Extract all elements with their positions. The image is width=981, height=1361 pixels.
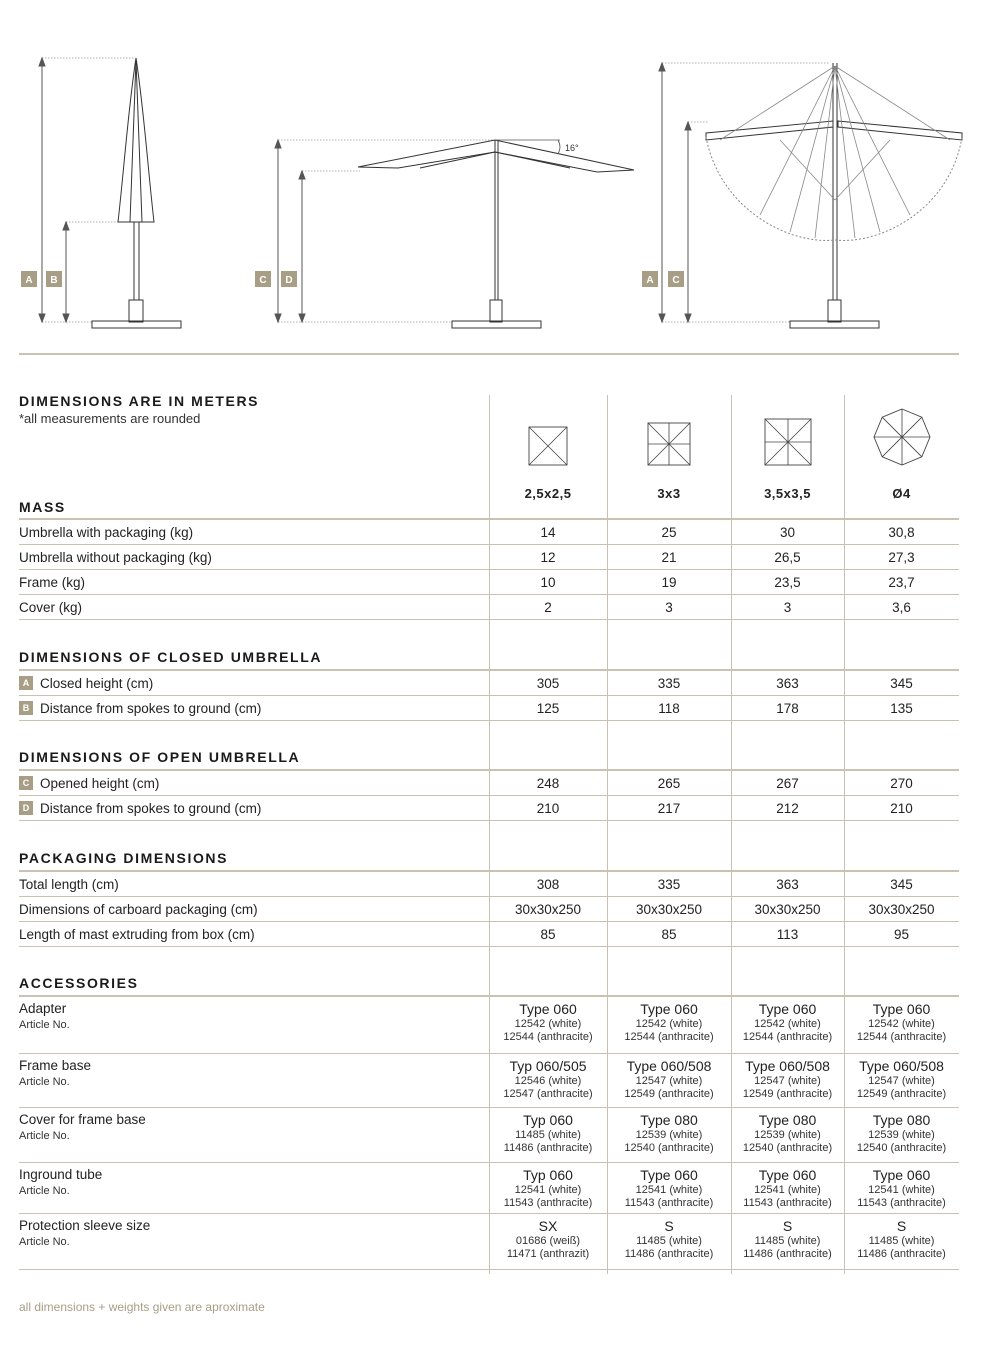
value-cell: 19 xyxy=(661,574,677,590)
accessory-type: Typ 060 xyxy=(523,1112,573,1128)
accessory-name: Frame base xyxy=(19,1058,92,1073)
value-cell: 345 xyxy=(890,876,913,892)
accessory-cell xyxy=(607,1108,731,1162)
value-cell: 30 xyxy=(779,524,796,540)
accessory-cell xyxy=(731,997,844,1053)
article-number: 11543 (anthracite) xyxy=(503,1197,593,1209)
spec-table xyxy=(19,395,959,1270)
row-label: Opened height (cm) xyxy=(40,775,160,791)
value-cell: 95 xyxy=(893,926,910,942)
umbrella-diagram-svg xyxy=(0,0,981,345)
accessory-cell xyxy=(844,1108,959,1162)
table-row xyxy=(19,545,959,570)
accessory-label-group xyxy=(19,1054,489,1107)
row-label-group xyxy=(19,701,489,716)
accessory-type: Type 060 xyxy=(640,1167,698,1183)
value-cell: 21 xyxy=(661,549,677,565)
square-canopy-icon xyxy=(528,426,568,466)
article-number: 12539 (white) xyxy=(635,1129,703,1141)
accessory-type: S xyxy=(896,1218,907,1234)
row-label: Frame (kg) xyxy=(19,574,86,590)
dimension-badge: B xyxy=(19,701,33,715)
value-cell: 25 xyxy=(661,524,677,540)
article-no-label: Article No. xyxy=(19,1236,70,1248)
size-label: Ø4 xyxy=(892,486,911,501)
value-cell: 2 xyxy=(544,599,552,615)
accessory-cell xyxy=(489,1054,607,1107)
size-label: 2,5x2,5 xyxy=(524,486,572,501)
article-number: 12540 (anthracite) xyxy=(856,1142,947,1154)
article-number: 11486 (anthracite) xyxy=(743,1248,832,1260)
article-no-label: Article No. xyxy=(19,1019,70,1031)
table-row xyxy=(19,595,959,620)
accessory-name: Adapter xyxy=(19,1001,67,1016)
accessory-row xyxy=(19,1214,959,1270)
table-row xyxy=(19,872,959,897)
accessory-type: S xyxy=(782,1218,793,1234)
value-cell: 14 xyxy=(540,524,556,540)
value-cell: 113 xyxy=(776,926,799,942)
packaging-section-header xyxy=(19,848,959,872)
value-cell: 212 xyxy=(776,800,799,816)
article-number: 11485 (white) xyxy=(515,1129,581,1141)
row-label-group xyxy=(19,801,489,816)
badge-a-closed: A xyxy=(25,275,33,286)
article-number: 11485 (white) xyxy=(636,1235,702,1247)
accessory-type: Type 060 xyxy=(640,1001,698,1017)
accessory-type: Type 060 xyxy=(758,1167,817,1183)
row-label: Umbrella with packaging (kg) xyxy=(19,524,194,540)
accessory-cell xyxy=(844,1214,959,1269)
value-cell: 210 xyxy=(536,800,560,816)
badge-b-closed: B xyxy=(50,275,58,286)
badge-c-cantilever: C xyxy=(672,275,680,286)
article-number: 12549 (anthracite) xyxy=(624,1088,714,1100)
article-number: 01686 (weiß) xyxy=(515,1235,581,1247)
accessory-cell xyxy=(489,1108,607,1162)
article-number: 12549 (anthracite) xyxy=(856,1088,947,1100)
accessory-cell xyxy=(731,1163,844,1213)
article-number: 12549 (anthracite) xyxy=(742,1088,833,1100)
article-number: 11485 (white) xyxy=(754,1235,821,1247)
value-cell: 85 xyxy=(540,926,556,942)
table-row xyxy=(19,520,959,545)
article-number: 12540 (anthracite) xyxy=(742,1142,833,1154)
article-number: 12547 (anthracite) xyxy=(503,1088,593,1100)
article-number: 11486 (anthracite) xyxy=(503,1142,593,1154)
accessory-row xyxy=(19,997,959,1054)
accessory-cell xyxy=(607,997,731,1053)
accessory-cell xyxy=(489,997,607,1053)
dimension-badge: C xyxy=(19,776,33,790)
closed-section-header xyxy=(19,647,959,671)
value-cell: 335 xyxy=(657,876,681,892)
size-column-4 xyxy=(844,393,959,518)
accessory-type: Type 060 xyxy=(872,1167,931,1183)
article-number: 12547 (white) xyxy=(754,1075,821,1087)
accessories-title: ACCESSORIES xyxy=(19,975,139,991)
article-number: 12544 (anthracite) xyxy=(742,1031,833,1043)
rounding-note: *all measurements are rounded xyxy=(19,411,201,426)
value-cell: 267 xyxy=(776,775,799,791)
value-cell: 30,8 xyxy=(888,524,915,540)
header-label-area xyxy=(19,393,489,518)
size-column-2-5 xyxy=(489,393,607,518)
packaging-title: PACKAGING DIMENSIONS xyxy=(19,850,229,866)
accessory-type: Type 060/508 xyxy=(859,1058,944,1074)
accessory-label-group xyxy=(19,1108,489,1162)
article-number: 12539 (white) xyxy=(868,1129,935,1141)
accessory-type: Typ 060/505 xyxy=(509,1058,587,1074)
accessory-cell xyxy=(607,1163,731,1213)
article-number: 12547 (white) xyxy=(635,1075,703,1087)
accessory-type: Type 060/508 xyxy=(626,1058,712,1074)
accessory-type: Type 060/508 xyxy=(745,1058,830,1074)
table-row xyxy=(19,671,959,696)
article-number: 12542 (white) xyxy=(754,1018,821,1030)
top-divider xyxy=(19,353,959,355)
accessory-type: Type 060 xyxy=(758,1001,817,1017)
value-cell: 10 xyxy=(540,574,556,590)
accessory-type: Type 080 xyxy=(758,1112,817,1128)
value-cell: 118 xyxy=(658,700,680,716)
value-cell: 217 xyxy=(657,800,681,816)
size-label: 3x3 xyxy=(657,486,681,501)
article-number: 12544 (anthracite) xyxy=(856,1031,947,1043)
value-cell: 178 xyxy=(776,700,799,716)
accessory-type: Typ 060 xyxy=(523,1167,573,1183)
accessory-cell xyxy=(731,1108,844,1162)
value-cell: 23,7 xyxy=(888,574,915,590)
article-number: 12542 (white) xyxy=(868,1018,935,1030)
badge-a-cantilever: A xyxy=(646,275,654,286)
umbrella-diagrams xyxy=(0,0,981,345)
accessory-cell xyxy=(489,1214,607,1269)
value-cell: 270 xyxy=(890,775,913,791)
table-row xyxy=(19,696,959,721)
value-cell: 305 xyxy=(536,675,560,691)
size-column-3 xyxy=(607,393,731,518)
value-cell: 345 xyxy=(890,675,913,691)
article-number: 12544 (anthracite) xyxy=(503,1031,593,1043)
accessories-section-header xyxy=(19,973,959,997)
row-label: Umbrella without packaging (kg) xyxy=(19,549,212,565)
row-label: Closed height (cm) xyxy=(40,675,154,691)
value-cell: 363 xyxy=(776,675,799,691)
row-label: Cover (kg) xyxy=(19,599,83,615)
accessory-row xyxy=(19,1054,959,1108)
value-cell: 23,5 xyxy=(774,574,801,590)
closed-title: DIMENSIONS OF CLOSED UMBRELLA xyxy=(19,649,323,665)
accessory-name: Protection sleeve size xyxy=(19,1218,151,1233)
article-number: 12541 (white) xyxy=(635,1184,703,1196)
value-cell: 30x30x250 xyxy=(514,901,582,917)
article-number: 12546 (white) xyxy=(514,1075,582,1087)
article-number: 12540 (anthracite) xyxy=(624,1142,714,1154)
value-cell: 308 xyxy=(536,876,560,892)
article-number: 11485 (white) xyxy=(868,1235,935,1247)
octagon-canopy-icon xyxy=(873,408,931,466)
accessory-cell xyxy=(844,1054,959,1107)
value-cell: 248 xyxy=(536,775,560,791)
accessory-name: Cover for frame base xyxy=(19,1112,146,1127)
value-cell: 265 xyxy=(657,775,681,791)
article-number: 12542 (white) xyxy=(635,1018,703,1030)
open-title: DIMENSIONS OF OPEN UMBRELLA xyxy=(19,749,301,765)
size-label: 3,5x3,5 xyxy=(764,486,811,501)
accessory-type: Type 060 xyxy=(872,1001,931,1017)
table-row xyxy=(19,570,959,595)
value-cell: 210 xyxy=(890,800,913,816)
accessory-type: Type 080 xyxy=(640,1112,698,1128)
size-column-3-5 xyxy=(731,393,844,518)
article-number: 11543 (anthracite) xyxy=(857,1197,946,1209)
badge-d-open: D xyxy=(285,275,293,286)
dimension-badge: A xyxy=(19,676,33,690)
accessory-cell xyxy=(607,1214,731,1269)
value-cell: 135 xyxy=(890,700,913,716)
article-number: 12542 (white) xyxy=(514,1018,582,1030)
value-cell: 12 xyxy=(540,549,556,565)
row-label: Distance from spokes to ground (cm) xyxy=(40,700,262,716)
accessory-type: Type 080 xyxy=(872,1112,931,1128)
open-section-header xyxy=(19,747,959,771)
value-cell: 26,5 xyxy=(774,549,801,565)
value-cell: 30x30x250 xyxy=(635,901,703,917)
article-number: 11543 (anthracite) xyxy=(743,1197,832,1209)
size-header-row xyxy=(19,395,959,520)
accessory-type: S xyxy=(664,1218,674,1234)
article-no-label: Article No. xyxy=(19,1130,70,1142)
value-cell: 30x30x250 xyxy=(754,901,821,917)
row-label-group xyxy=(19,776,489,791)
row-label: Length of mast extruding from box (cm) xyxy=(19,926,255,942)
dimension-badge: D xyxy=(19,801,33,815)
square-canopy-icon xyxy=(647,422,691,466)
article-number: 11486 (anthracite) xyxy=(624,1248,714,1260)
row-label-group xyxy=(19,676,489,691)
footnote: all dimensions + weights given are aproximate xyxy=(19,1300,265,1314)
table-row xyxy=(19,796,959,821)
value-cell: 363 xyxy=(776,876,799,892)
article-number: 12539 (white) xyxy=(754,1129,821,1141)
value-cell: 85 xyxy=(661,926,677,942)
value-cell: 3 xyxy=(783,599,792,615)
row-label: Distance from spokes to ground (cm) xyxy=(40,800,262,816)
mass-title: MASS xyxy=(19,499,66,515)
value-cell: 3 xyxy=(665,599,673,615)
accessory-cell xyxy=(731,1054,844,1107)
accessory-row xyxy=(19,1108,959,1163)
square-canopy-icon xyxy=(764,418,812,466)
article-number: 12544 (anthracite) xyxy=(624,1031,714,1043)
value-cell: 125 xyxy=(536,700,560,716)
accessory-cell xyxy=(607,1054,731,1107)
article-no-label: Article No. xyxy=(19,1076,70,1088)
accessory-cell xyxy=(731,1214,844,1269)
table-row xyxy=(19,922,959,947)
row-label: Total length (cm) xyxy=(19,876,119,892)
accessory-label-group xyxy=(19,1163,489,1213)
accessory-name: Inground tube xyxy=(19,1167,103,1182)
accessory-type: Type 060 xyxy=(519,1001,577,1017)
accessory-type: SX xyxy=(538,1218,558,1234)
badge-c-open: C xyxy=(259,275,267,286)
value-cell: 335 xyxy=(657,675,681,691)
article-no-label: Article No. xyxy=(19,1185,70,1197)
article-number: 12541 (white) xyxy=(868,1184,935,1196)
accessory-cell xyxy=(844,1163,959,1213)
table-row xyxy=(19,771,959,796)
article-number: 11543 (anthracite) xyxy=(624,1197,714,1209)
table-row xyxy=(19,897,959,922)
row-label: Dimensions of carboard packaging (cm) xyxy=(19,901,258,917)
value-cell: 30x30x250 xyxy=(868,901,935,917)
value-cell: 27,3 xyxy=(888,549,915,565)
accessory-cell xyxy=(489,1163,607,1213)
article-number: 12541 (white) xyxy=(754,1184,821,1196)
angle-label: 16° xyxy=(565,143,579,153)
article-number: 11471 (anthrazit) xyxy=(506,1248,590,1260)
article-number: 12547 (white) xyxy=(868,1075,935,1087)
page-title: DIMENSIONS ARE IN METERS xyxy=(19,393,260,409)
accessory-cell xyxy=(844,997,959,1053)
value-cell: 3,6 xyxy=(892,599,911,615)
article-number: 12541 (white) xyxy=(514,1184,582,1196)
accessory-label-group xyxy=(19,1214,489,1269)
accessory-label-group xyxy=(19,997,489,1053)
article-number: 11486 (anthracite) xyxy=(857,1248,946,1260)
accessory-row xyxy=(19,1163,959,1214)
